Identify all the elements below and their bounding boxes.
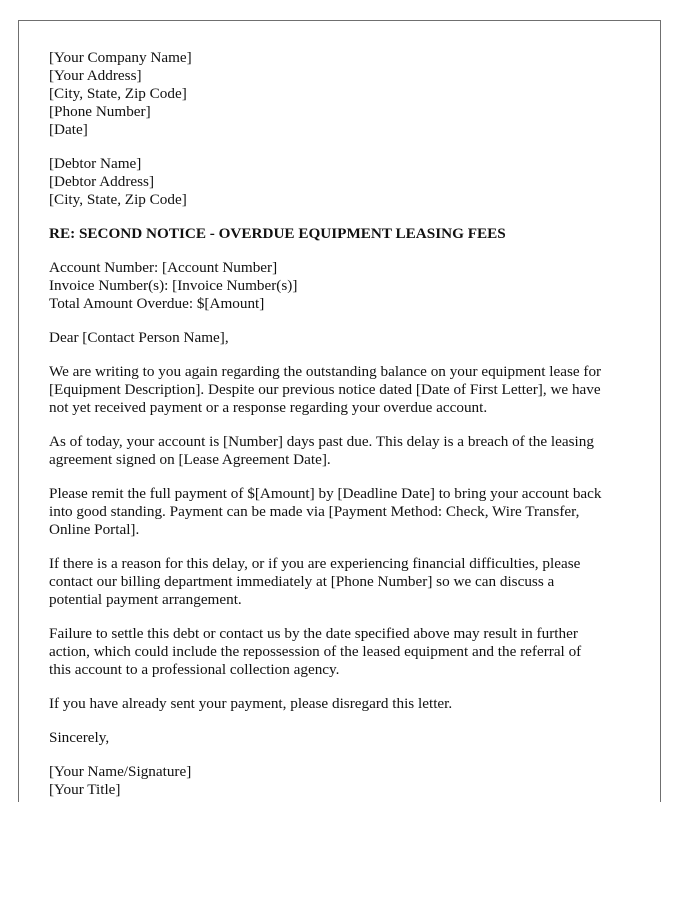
paragraph-line: As of today, your account is [Number] days past due. This delay is a breach of the leasing bbox=[49, 433, 594, 450]
signature-name: [Your Name/Signature] bbox=[49, 763, 192, 780]
paragraph-6 bbox=[49, 695, 649, 713]
recipient-city-state-zip: [City, State, Zip Code] bbox=[49, 191, 187, 208]
letter-body bbox=[49, 49, 649, 799]
subject-block bbox=[49, 225, 649, 243]
paragraph-4 bbox=[49, 555, 649, 609]
sender-block bbox=[49, 49, 649, 139]
closing-block bbox=[49, 729, 649, 747]
paragraph-line: not yet received payment or a response regarding your overdue account. bbox=[49, 399, 488, 416]
paragraph-line: potential payment arrangement. bbox=[49, 591, 242, 608]
sender-company: [Your Company Name] bbox=[49, 49, 192, 66]
account-number: Account Number: [Account Number] bbox=[49, 259, 278, 276]
sender-city-state-zip: [City, State, Zip Code] bbox=[49, 85, 187, 102]
paragraph-line: agreement signed on [Lease Agreement Date]. bbox=[49, 451, 331, 468]
signature-block bbox=[49, 763, 649, 799]
invoice-numbers: Invoice Number(s): [Invoice Number(s)] bbox=[49, 277, 298, 294]
letter-date: [Date] bbox=[49, 121, 88, 138]
paragraph-5 bbox=[49, 625, 649, 679]
paragraph-1 bbox=[49, 363, 649, 417]
letter-page bbox=[18, 20, 661, 802]
subject-line: RE: SECOND NOTICE - OVERDUE EQUIPMENT LEASING FEES bbox=[49, 225, 506, 242]
recipient-name: [Debtor Name] bbox=[49, 155, 142, 172]
paragraph-line: Online Portal]. bbox=[49, 521, 140, 538]
paragraph-line: [Equipment Description]. Despite our previous notice dated [Date of First Letter], we have bbox=[49, 381, 601, 398]
account-details bbox=[49, 259, 649, 313]
closing: Sincerely, bbox=[49, 729, 110, 746]
paragraph-line: this account to a professional collection agency. bbox=[49, 661, 340, 678]
paragraph-line: If you have already sent your payment, please disregard this letter. bbox=[49, 695, 453, 712]
paragraph-line: into good standing. Payment can be made via [Payment Method: Check, Wire Transfer, bbox=[49, 503, 580, 520]
sender-phone: [Phone Number] bbox=[49, 103, 151, 120]
paragraph-line: action, which could include the repossession of the leased equipment and the referral of bbox=[49, 643, 582, 660]
paragraph-line: If there is a reason for this delay, or if you are experiencing financial difficulties, please bbox=[49, 555, 581, 572]
paragraph-line: Failure to settle this debt or contact us by the date specified above may result in further bbox=[49, 625, 578, 642]
paragraph-line: contact our billing department immediately at [Phone Number] so we can discuss a bbox=[49, 573, 555, 590]
salutation-block bbox=[49, 329, 649, 347]
paragraph-3 bbox=[49, 485, 649, 539]
sender-address: [Your Address] bbox=[49, 67, 142, 84]
recipient-block bbox=[49, 155, 649, 209]
signature-title: [Your Title] bbox=[49, 781, 121, 798]
total-amount-overdue: Total Amount Overdue: $[Amount] bbox=[49, 295, 265, 312]
paragraph-2 bbox=[49, 433, 649, 469]
paragraph-line: We are writing to you again regarding the outstanding balance on your equipment lease for bbox=[49, 363, 602, 380]
recipient-address: [Debtor Address] bbox=[49, 173, 155, 190]
salutation: Dear [Contact Person Name], bbox=[49, 329, 229, 346]
paragraph-line: Please remit the full payment of $[Amount] by [Deadline Date] to bring your account back bbox=[49, 485, 602, 502]
